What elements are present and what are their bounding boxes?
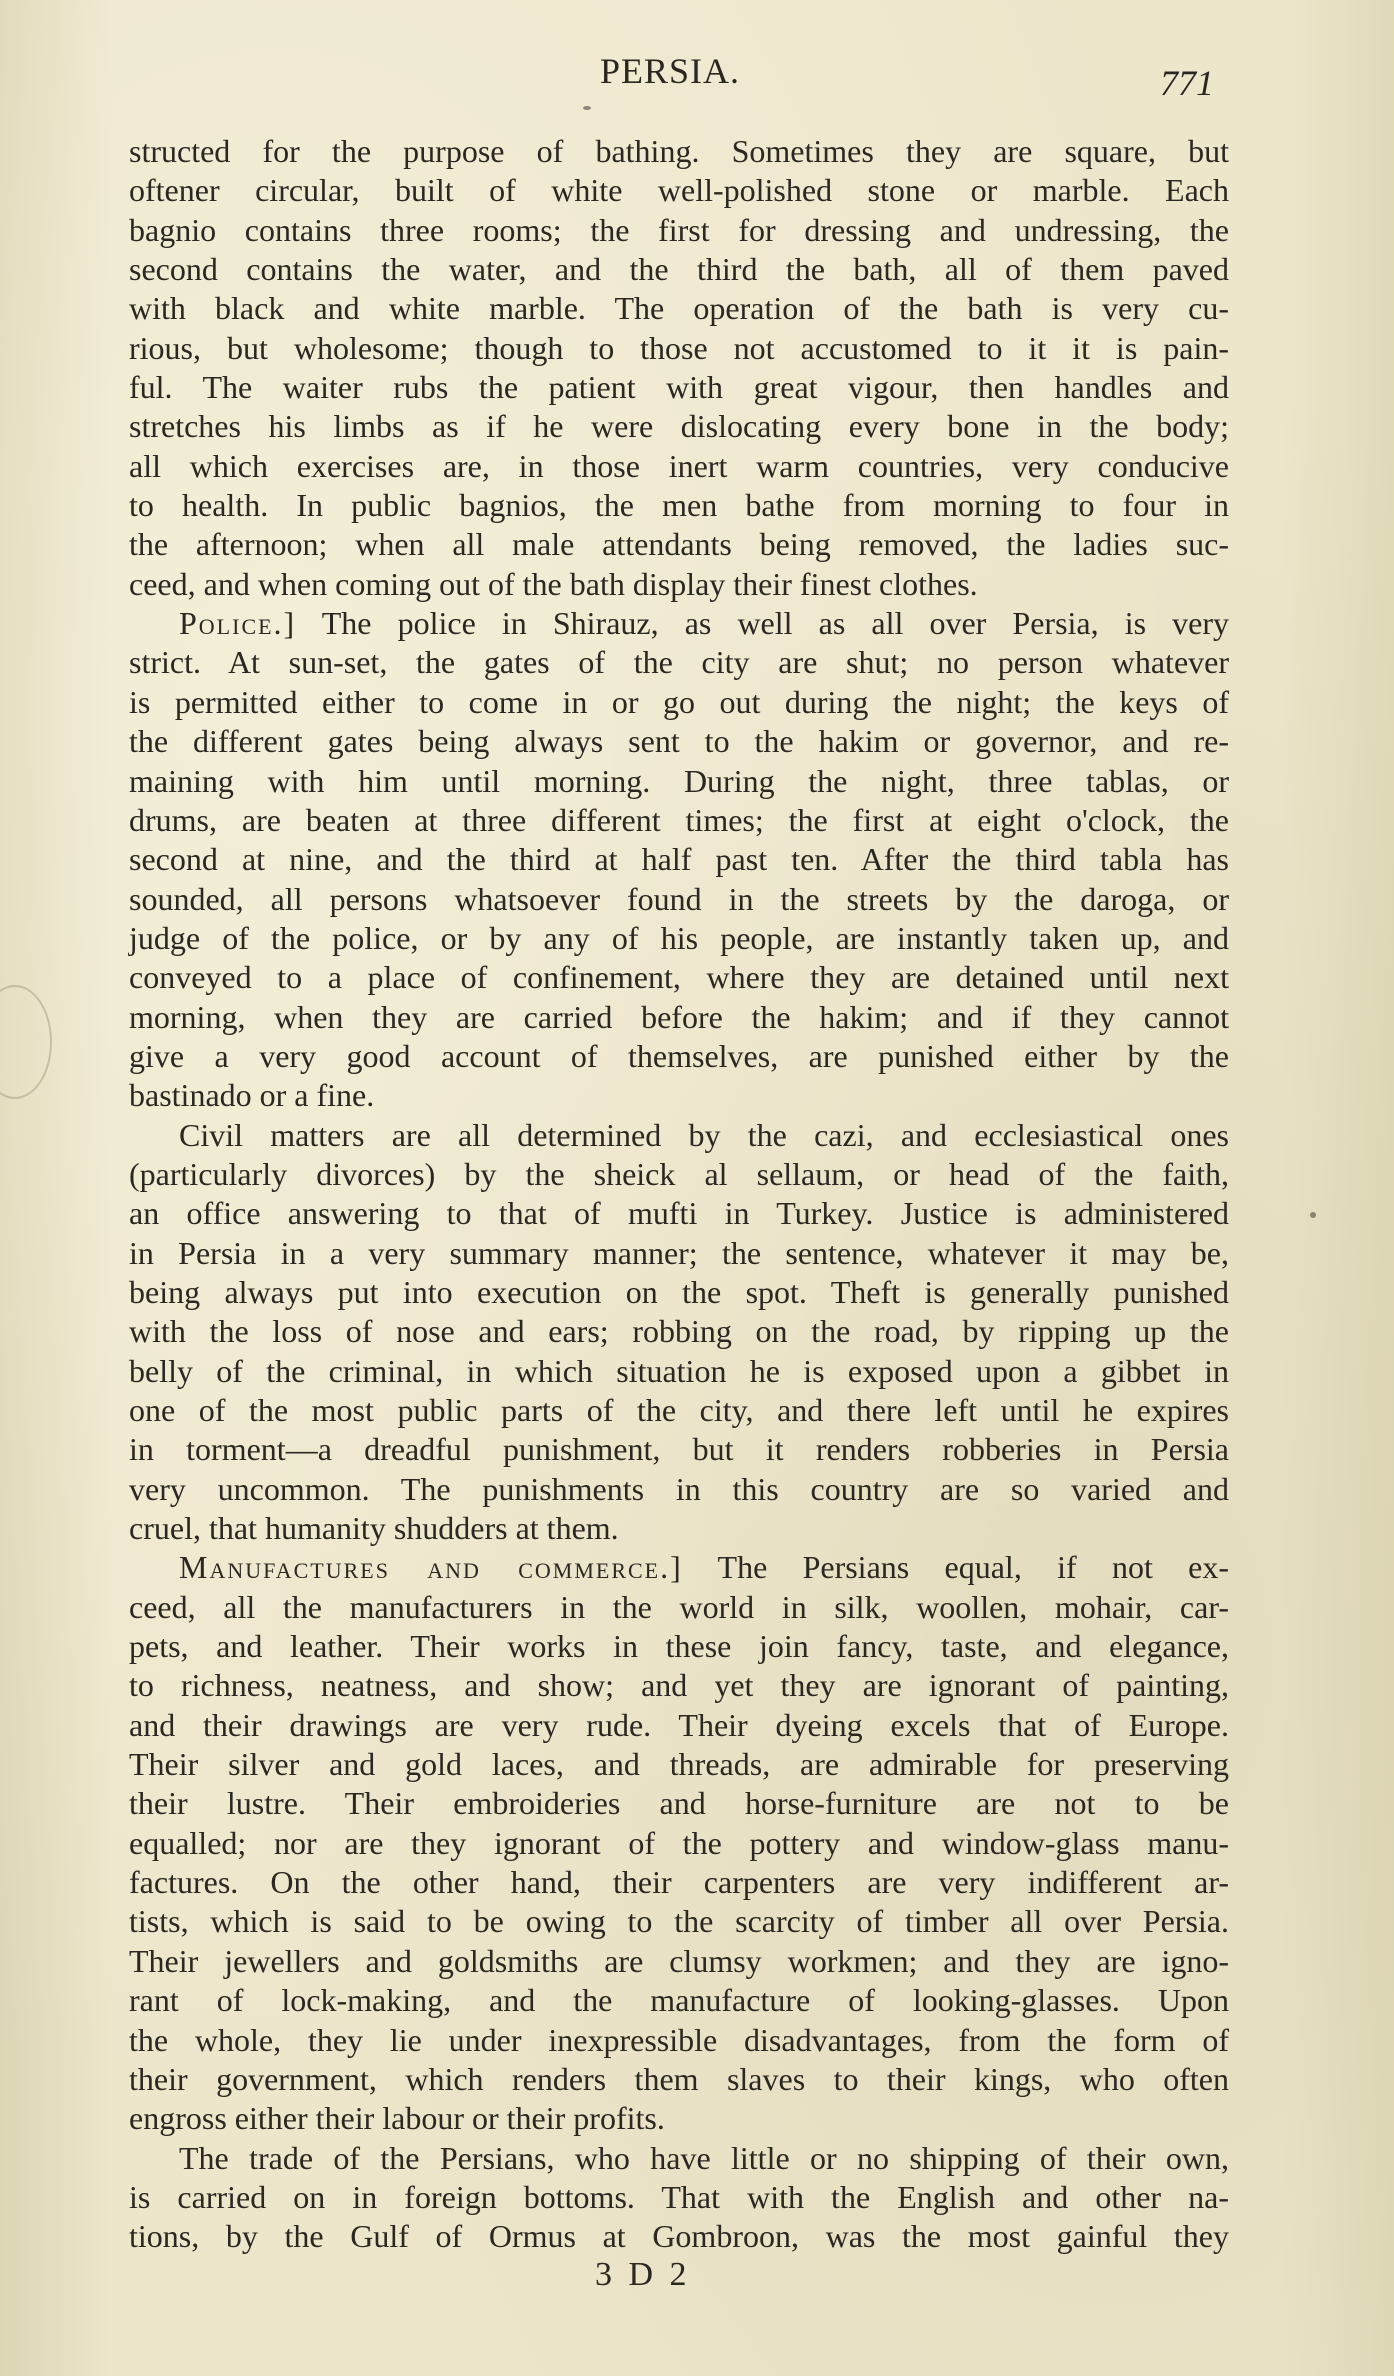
text-line: with black and white marble. The operation of the bath is very cu- bbox=[129, 290, 1229, 327]
text-line: sounded, all persons whatsoever found in the streets by the daroga, or bbox=[129, 880, 1229, 917]
text-line: cruel, that humanity shudders at them. bbox=[129, 1510, 619, 1547]
text-line: and their drawings are very rude. Their dyeing excels that of Europe. bbox=[129, 1706, 1229, 1743]
text-line: bagnio contains three rooms; the first for dressing and undressing, the bbox=[129, 211, 1229, 248]
text-line: (particularly divorces) by the sheick al sellaum, or head of the faith, bbox=[129, 1155, 1229, 1192]
text-line: ceed, all the manufacturers in the world in silk, woollen, mohair, car- bbox=[129, 1588, 1229, 1625]
text-line: their government, which renders them slaves to their kings, who often bbox=[129, 2060, 1229, 2097]
text-line: The Persians equal, if not ex- bbox=[717, 1549, 1230, 1586]
text-line: give a very good account of themselves, are punished either by the bbox=[129, 1037, 1229, 1074]
text-line: their lustre. Their embroideries and horse-furniture are not to be bbox=[129, 1785, 1229, 1822]
text-line: the whole, they lie under inexpressible disadvantages, from the form of bbox=[129, 2021, 1229, 2058]
text-line: to health. In public bagnios, the men bathe from morning to four in bbox=[129, 487, 1229, 524]
text-line: to richness, neatness, and show; and yet they are ignorant of painting, bbox=[129, 1667, 1229, 1704]
text-line: tists, which is said to be owing to the scarcity of timber all over Persia. bbox=[129, 1903, 1229, 1940]
text-line: pets, and leather. Their works in these join fancy, taste, and elegance, bbox=[129, 1628, 1229, 1665]
ink-speck bbox=[1310, 1212, 1316, 1218]
text-line: belly of the criminal, in which situation he is exposed upon a gibbet in bbox=[129, 1352, 1229, 1389]
text-line: Their silver and gold laces, and threads, are admirable for preserving bbox=[129, 1746, 1229, 1783]
text-line: strict. At sun-set, the gates of the city are shut; no person whatever bbox=[129, 644, 1229, 681]
text-line: in Persia in a very summary manner; the sentence, whatever it may be, bbox=[129, 1234, 1229, 1271]
text-line: Their jewellers and goldsmiths are clumsy workmen; and they are igno- bbox=[129, 1942, 1229, 1979]
ink-speck bbox=[583, 106, 591, 110]
text-line: engross either their labour or their profits. bbox=[129, 2100, 665, 2137]
text-line: drums, are beaten at three different times; the first at eight o'clock, the bbox=[129, 801, 1229, 838]
text-line: The trade of the Persians, who have little or no shipping of their own, bbox=[179, 2139, 1229, 2176]
text-line: is permitted either to come in or go out during the night; the keys of bbox=[129, 683, 1229, 720]
text-line: equalled; nor are they ignorant of the pottery and window-glass manu- bbox=[129, 1824, 1229, 1861]
text-line: very uncommon. The punishments in this country are so varied and bbox=[129, 1470, 1229, 1507]
text-line: the afternoon; when all male attendants being removed, the ladies suc- bbox=[129, 526, 1229, 563]
text-line: Civil matters are all determined by the cazi, and ecclesiastical ones bbox=[179, 1116, 1229, 1153]
section-line-manufactures bbox=[129, 1548, 1229, 1587]
text-line: second at nine, and the third at half past ten. After the third tabla has bbox=[129, 841, 1229, 878]
text-line: in torment—a dreadful punishment, but it renders robberies in Persia bbox=[129, 1431, 1229, 1468]
text-line: with the loss of nose and ears; robbing on the road, by ripping up the bbox=[129, 1313, 1229, 1350]
text-line: stretches his limbs as if he were dislocating every bone in the body; bbox=[129, 408, 1229, 445]
text-line: all which exercises are, in those inert warm countries, very conducive bbox=[129, 447, 1229, 484]
text-line: structed for the purpose of bathing. Sometimes they are square, but bbox=[129, 133, 1229, 169]
text-line: second contains the water, and the third the bath, all of them paved bbox=[129, 251, 1229, 288]
text-line: rious, but wholesome; though to those not accustomed to it it is pain- bbox=[129, 329, 1229, 366]
text-line: bastinado or a fine. bbox=[129, 1077, 375, 1114]
text-line: judge of the police, or by any of his people, are instantly taken up, and bbox=[129, 919, 1229, 956]
text-line: being always put into execution on the spot. Theft is generally punished bbox=[129, 1273, 1229, 1310]
text-line: one of the most public parts of the city, and there left until he expires bbox=[129, 1392, 1229, 1428]
section-head-police: Police.] bbox=[179, 605, 297, 642]
text-line: is carried on in foreign bottoms. That with the English and other na- bbox=[129, 2178, 1229, 2215]
section-line-police bbox=[129, 604, 1229, 643]
running-head: PERSIA. bbox=[600, 51, 741, 91]
text-line: oftener circular, built of white well-polished stone or marble. Each bbox=[129, 172, 1229, 209]
text-line: the different gates being always sent to the hakim or governor, and re- bbox=[129, 723, 1229, 760]
text-line: an office answering to that of mufti in Turkey. Justice is administered bbox=[129, 1195, 1229, 1232]
text-line: maining with him until morning. During the night, three tablas, or bbox=[129, 762, 1229, 799]
text-line: The police in Shirauz, as well as all over Persia, is very bbox=[321, 605, 1229, 642]
text-line: ful. The waiter rubs the patient with great vigour, then handles and bbox=[129, 369, 1229, 406]
page-number: 771 bbox=[1160, 63, 1214, 103]
body-text bbox=[129, 132, 1229, 2257]
text-line: rant of lock-making, and the manufacture of looking-glasses. Upon bbox=[129, 1982, 1229, 2019]
signature-mark: 3 D 2 bbox=[595, 2256, 691, 2293]
text-line: morning, when they are carried before the hakim; and if they cannot bbox=[129, 998, 1229, 1035]
section-head-manufactures: Manufactures and commerce.] bbox=[179, 1549, 683, 1586]
text-line: conveyed to a place of confinement, where they are detained until next bbox=[129, 959, 1229, 996]
text-line: factures. On the other hand, their carpenters are very indifferent ar- bbox=[129, 1864, 1229, 1901]
text-line: tions, by the Gulf of Ormus at Gombroon, was the most gainful they bbox=[129, 2218, 1229, 2255]
text-line: ceed, and when coming out of the bath display their finest clothes. bbox=[129, 565, 978, 602]
margin-stain bbox=[0, 985, 52, 1099]
